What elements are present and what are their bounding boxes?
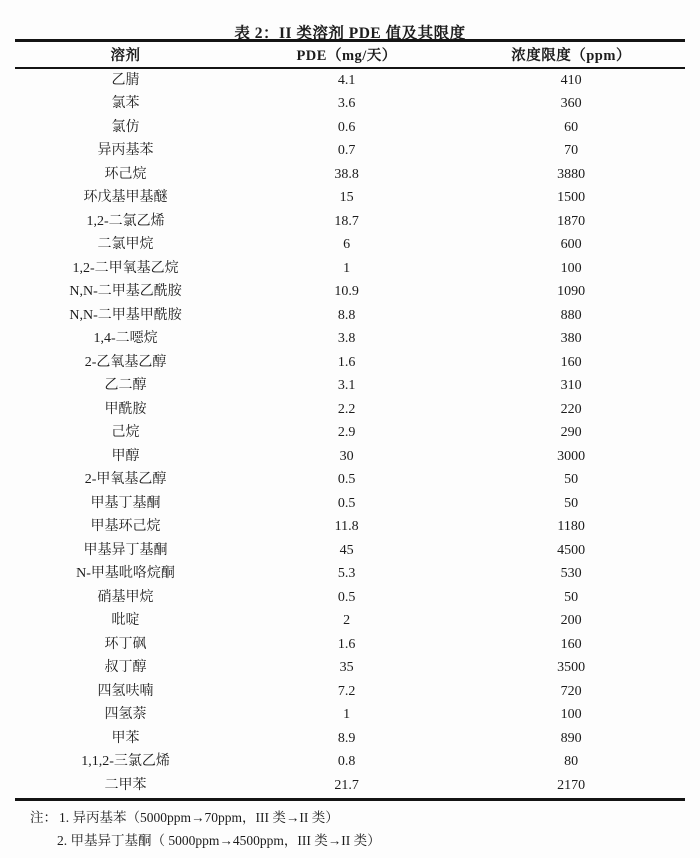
table-header-row <box>15 41 685 69</box>
table-row <box>15 445 685 469</box>
limit-value-cell: 160 <box>560 354 582 370</box>
solvent-name-cell: 叔丁醇 <box>104 660 147 676</box>
limit-value-cell: 1090 <box>557 284 586 300</box>
limit-value-cell: 60 <box>564 119 579 135</box>
solvent-name-cell: N,N-二甲基甲酰胺 <box>69 307 182 323</box>
limit-value-cell: 2170 <box>557 777 586 793</box>
solvent-name-cell: 甲醇 <box>111 448 140 464</box>
table-row <box>15 657 685 681</box>
table-row <box>15 492 685 516</box>
solvent-name-cell: 甲酰胺 <box>104 401 147 417</box>
table-row <box>15 704 685 728</box>
limit-value-cell: 1500 <box>557 190 586 206</box>
limit-value-cell: 200 <box>560 613 582 629</box>
limit-value-cell: 50 <box>564 589 579 605</box>
table-row <box>15 727 685 751</box>
table-row <box>15 680 685 704</box>
table-row <box>15 281 685 305</box>
pde-value-cell: 3.6 <box>337 96 356 112</box>
pde-value-cell: 0.5 <box>337 472 356 488</box>
table-row <box>15 210 685 234</box>
table-row <box>15 563 685 587</box>
table-row <box>15 68 685 93</box>
solvent-name-cell: 氯苯 <box>111 96 140 112</box>
limit-value-cell: 600 <box>560 237 582 253</box>
pde-value-cell: 6 <box>343 237 351 253</box>
pde-value-cell: 11.8 <box>334 519 359 535</box>
solvent-name-cell: 异丙基苯 <box>97 143 154 159</box>
pde-value-cell: 4.1 <box>337 72 356 88</box>
solvent-name-cell: 四氢萘 <box>104 707 147 723</box>
pde-value-cell: 5.3 <box>337 566 356 582</box>
solvent-name-cell: 氯仿 <box>111 119 140 135</box>
solvent-name-cell: 甲苯 <box>111 730 140 746</box>
pde-value-cell: 8.8 <box>337 307 356 323</box>
table-row <box>15 422 685 446</box>
table-row <box>15 469 685 493</box>
solvent-name-cell: 乙腈 <box>111 72 140 88</box>
solvent-name-cell: 己烷 <box>111 425 140 441</box>
table-row <box>15 586 685 610</box>
limit-value-cell: 880 <box>560 307 582 323</box>
pde-value-cell: 2 <box>343 613 351 629</box>
table-row <box>15 304 685 328</box>
table-row <box>15 328 685 352</box>
limit-value-cell: 4500 <box>557 542 586 558</box>
table-row <box>15 116 685 140</box>
limit-value-cell: 80 <box>564 754 579 770</box>
solvent-name-cell: 1,1,2-三氯乙烯 <box>81 754 170 770</box>
solvent-pde-table <box>15 39 685 801</box>
pde-value-cell: 3.8 <box>337 331 356 347</box>
limit-value-cell: 890 <box>560 730 582 746</box>
table-row <box>15 516 685 540</box>
footnotes <box>30 806 700 852</box>
limit-value-cell: 410 <box>560 72 582 88</box>
limit-value-cell: 100 <box>560 260 582 276</box>
table-body <box>15 68 685 799</box>
pde-value-cell: 45 <box>339 542 354 558</box>
pde-value-cell: 30 <box>339 448 354 464</box>
solvent-name-cell: 硝基甲烷 <box>97 589 154 605</box>
limit-value-cell: 290 <box>560 425 582 441</box>
pde-value-cell: 0.6 <box>337 119 356 135</box>
solvent-name-cell: 环戊基甲基醚 <box>83 190 168 206</box>
solvent-name-cell: 甲基异丁基酮 <box>83 542 168 558</box>
table-row <box>15 140 685 164</box>
limit-value-cell: 50 <box>564 495 579 511</box>
solvent-name-cell: 环丁砜 <box>104 636 147 652</box>
header-pde: PDE（mg/天） <box>236 41 457 69</box>
table-row <box>15 751 685 775</box>
limit-value-cell: 100 <box>560 707 582 723</box>
limit-value-cell: 50 <box>564 472 579 488</box>
solvent-name-cell: 2-乙氧基乙醇 <box>84 354 167 370</box>
solvent-name-cell: 1,4-二噁烷 <box>93 331 158 347</box>
table-row <box>15 93 685 117</box>
solvent-name-cell: N,N-二甲基乙酰胺 <box>69 284 182 300</box>
pde-value-cell: 0.7 <box>337 143 356 159</box>
pde-value-cell: 15 <box>339 190 354 206</box>
limit-value-cell: 530 <box>560 566 582 582</box>
pde-value-cell: 1 <box>343 260 351 276</box>
pde-value-cell: 21.7 <box>334 777 359 793</box>
pde-value-cell: 1.6 <box>337 354 356 370</box>
limit-value-cell: 360 <box>560 96 582 112</box>
table-row <box>15 187 685 211</box>
solvent-name-cell: N-甲基吡咯烷酮 <box>76 566 175 582</box>
limit-value-cell: 160 <box>560 636 582 652</box>
pde-value-cell: 0.5 <box>337 495 356 511</box>
table-row <box>15 163 685 187</box>
footnote-text-2: 2. 甲基异丁基酮（ 5000ppm→4500ppm，III 类→II 类） <box>57 832 381 848</box>
table-row <box>15 633 685 657</box>
limit-value-cell: 720 <box>560 683 582 699</box>
limit-value-cell: 220 <box>560 401 582 417</box>
solvent-name-cell: 甲基环己烷 <box>90 519 161 535</box>
limit-value-cell: 310 <box>560 378 582 394</box>
limit-value-cell: 380 <box>560 331 582 347</box>
table-title: 表 2：II 类溶剂 PDE 值及其限度 <box>234 25 466 42</box>
table-row <box>15 351 685 375</box>
limit-value-cell: 3000 <box>557 448 586 464</box>
pde-value-cell: 2.9 <box>337 425 356 441</box>
solvent-name-cell: 1,2-二甲氧基乙烷 <box>72 260 179 276</box>
solvent-name-cell: 吡啶 <box>111 613 140 629</box>
table-row <box>15 234 685 258</box>
solvent-name-cell: 四氢呋喃 <box>97 683 154 699</box>
pde-value-cell: 7.2 <box>337 683 356 699</box>
table-row <box>15 539 685 563</box>
pde-value-cell: 18.7 <box>334 213 359 229</box>
header-concentration-limit: 浓度限度（ppm） <box>457 41 685 69</box>
solvent-name-cell: 1,2-二氯乙烯 <box>86 213 165 229</box>
pde-value-cell: 3.1 <box>337 378 356 394</box>
footnote-line-1 <box>30 806 700 829</box>
pde-value-cell: 35 <box>339 660 354 676</box>
solvent-name-cell: 二氯甲烷 <box>97 237 154 253</box>
limit-value-cell: 1870 <box>557 213 586 229</box>
solvent-name-cell: 乙二醇 <box>104 378 147 394</box>
pde-value-cell: 1.6 <box>337 636 356 652</box>
pde-value-cell: 2.2 <box>337 401 356 417</box>
pde-value-cell: 1 <box>343 707 351 723</box>
footnote-text-1: 1. 异丙基苯（5000ppm→70ppm，III 类→II 类） <box>59 809 339 825</box>
solvent-name-cell: 二甲苯 <box>104 777 147 793</box>
footnote-line-2 <box>30 829 700 852</box>
table-row <box>15 774 685 799</box>
table-row <box>15 610 685 634</box>
pde-value-cell: 10.9 <box>334 284 359 300</box>
solvent-name-cell: 2-甲氧基乙醇 <box>84 472 167 488</box>
solvent-name-cell: 甲基丁基酮 <box>90 495 161 511</box>
limit-value-cell: 3500 <box>557 660 586 676</box>
table-row <box>15 257 685 281</box>
footnote-label: 注： <box>30 809 57 825</box>
solvent-name-cell: 环己烷 <box>104 166 147 182</box>
pde-value-cell: 0.8 <box>337 754 356 770</box>
limit-value-cell: 70 <box>564 143 579 159</box>
pde-value-cell: 0.5 <box>337 589 356 605</box>
table-row <box>15 375 685 399</box>
limit-value-cell: 1180 <box>557 519 585 535</box>
limit-value-cell: 3880 <box>557 166 586 182</box>
table-row <box>15 398 685 422</box>
pde-value-cell: 38.8 <box>334 166 359 182</box>
header-solvent: 溶剂 <box>15 41 236 69</box>
pde-value-cell: 8.9 <box>337 730 356 746</box>
